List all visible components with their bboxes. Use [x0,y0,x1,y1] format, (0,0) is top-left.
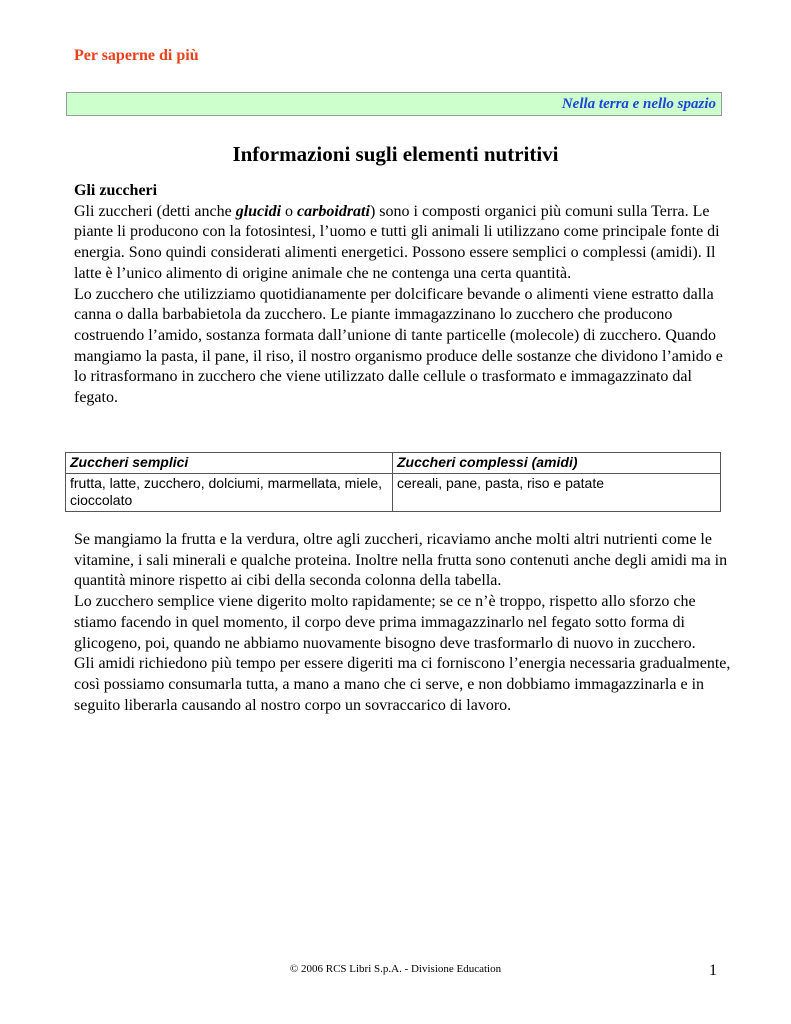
paragraph-simple-sugar: Lo zucchero semplice viene digerito molto rapidamente; se ce n’è troppo, rispetto allo sforzo che stiamo facendo in quel momento, il corpo deve prima immagazzinarlo nel fegato sotto forma di glicogeno, poi, quando ne abbiamo nuovamente bisogno deve trasformarlo di nuovo in zucchero. [74,593,696,652]
banner-label: Nella terra e nello spazio [561,96,716,112]
header-complex: Zuccheri complessi (amidi) [393,453,721,474]
intro-text-c: ) sono i composti organici più comuni sulla Terra. Le piante li producono con la fotosintesi, l’uomo e tutti gli animali li utilizzano come principale fonte di energia. Sono quindi considerati alimenti energetici. Possono essere semplici o complessi (amidi). Il latte è l’unico alimento di origine animale che ne contenga una certa quantità. [74,202,720,282]
table-header-row [66,453,721,474]
sugars-section [74,181,734,409]
page-title: Informazioni sugli elementi nutritivi [232,142,559,166]
intro-text-b: o [281,202,298,220]
paragraph-intro [74,202,734,285]
cell-complex: cereali, pane, pasta, riso e patate [393,474,721,512]
sugars-table [65,452,721,512]
term-glucidi: glucidi [235,202,282,220]
page-number: 1 [709,962,717,979]
intro-text-a: Gli zuccheri (detti anche [74,202,236,220]
cell-simple: frutta, latte, zucchero, dolciumi, marmellata, miele, cioccolato [66,474,393,512]
section-heading: Gli zuccheri [74,182,158,199]
paragraph-fruit: Se mangiamo la frutta e la verdura, oltre agli zuccheri, ricaviamo anche molti altri nutrienti come le vitamine, i sali minerali e qualche proteina. Inoltre nella frutta sono contenuti anche degli amidi ma in quantità minore rispetto ai cibi della seconda colonna della tabella. [74,531,728,590]
header-simple: Zuccheri semplici [66,453,393,474]
table-row [66,474,721,512]
paragraph-starch: Gli amidi richiedono più tempo per essere digeriti ma ci forniscono l’energia necessaria gradualmente, così possiamo consumarla tutta, a mano a mano che ci serve, e non dobbiamo immagazzinarla e in seguito liberarla causando al nostro corpo un sovraccarico di lavoro. [74,655,731,714]
section-banner [66,92,722,116]
kicker-title: Per saperne di più [74,47,199,64]
footer-copyright: © 2006 RCS Libri S.p.A. - Divisione Education [289,963,502,975]
paragraph-sugar-origin: Lo zucchero che utilizziamo quotidianamente per dolcificare bevande o alimenti viene estratto dalla canna o dalla barbabietola da zucchero. Le piante immagazzinano lo zucchero che producono costruendo l’amido, sostanza formata dall’unione di tante particelle (molecole) di zucchero. Quando mangiamo la pasta, il pane, il riso, il nostro organismo produce delle sostanze che dividono l’amido e lo ritrasformano in zucchero che viene utilizzato dalle cellule o trasformato e immagazzinato dal fegato. [74,285,723,407]
digestion-section [74,530,734,716]
term-carboidrati: carboidrati [297,202,370,220]
